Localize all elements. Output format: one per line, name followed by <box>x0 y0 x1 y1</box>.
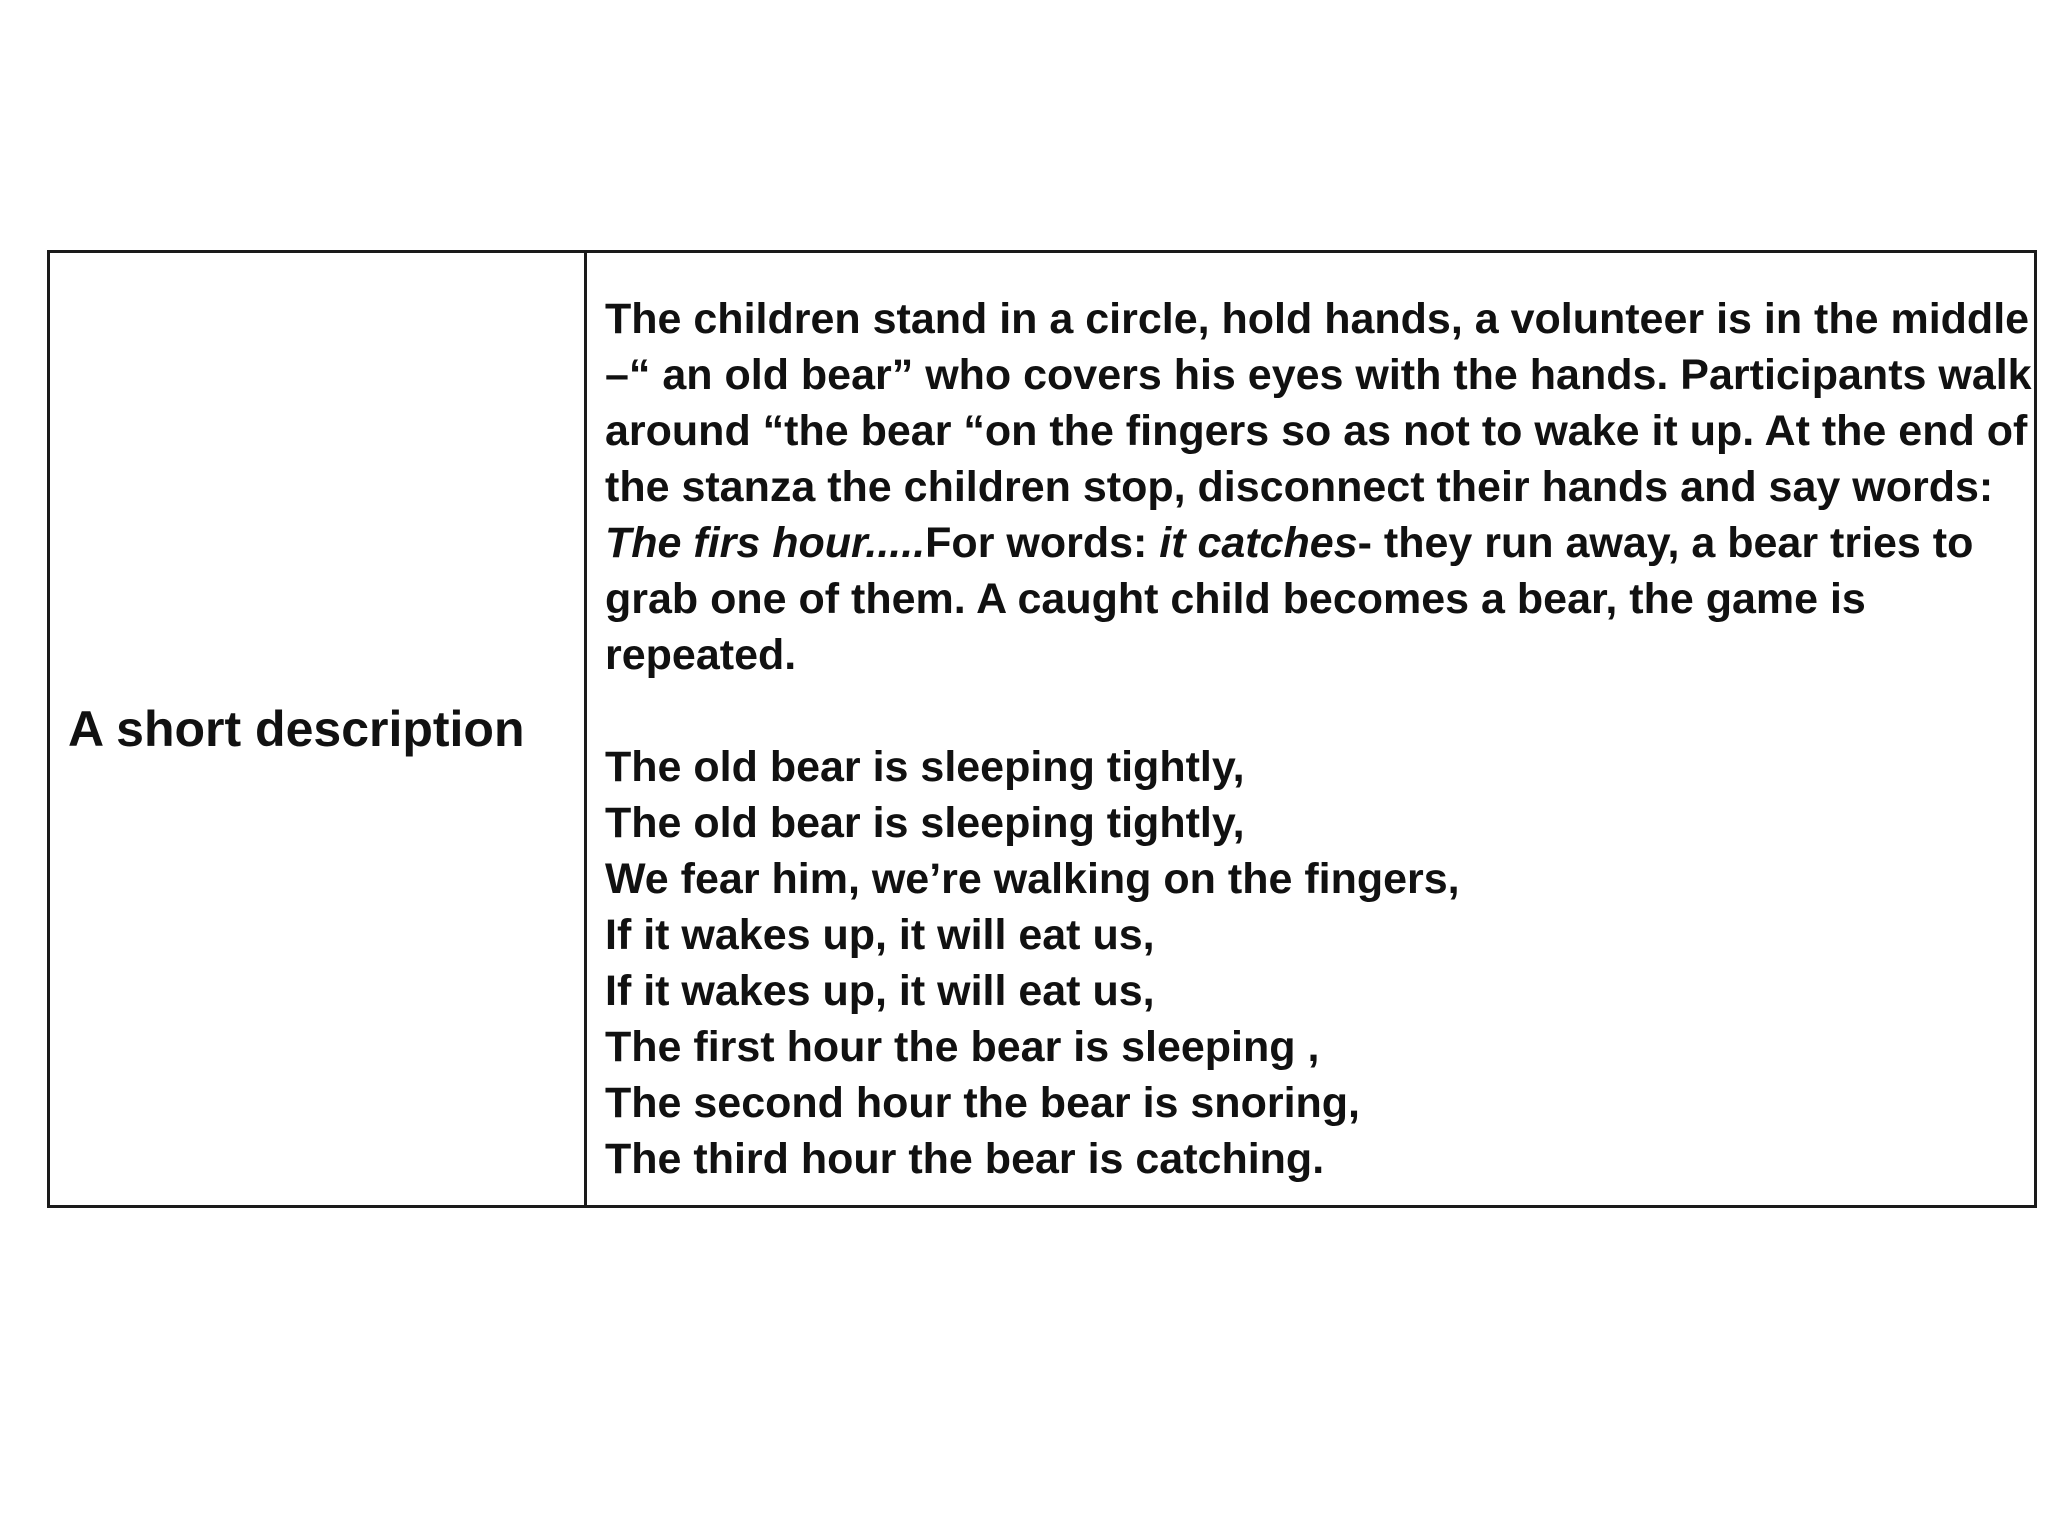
description-part-3: - they run away, a bear tries to grab one of them. A caught child becomes a bear, the game is repeated. <box>605 519 1974 679</box>
description-part-1: The children stand in a circle, hold hands, a volunteer is in the middle –“ an old bear” who covers his eyes with the hands. Participants walk around “the bear “on the fingers so as not to wake it up. At the end of the stanza the children stop, disconnect their hands and say words: <box>605 295 2032 511</box>
poem-line: We fear him, we’re walking on the fingers, <box>605 855 1460 903</box>
poem-line: The old bear is sleeping tightly, <box>605 743 1245 791</box>
description-italic-1: The firs hour..... <box>605 519 926 567</box>
content-cell <box>587 253 2034 1205</box>
poem <box>605 739 2034 1187</box>
game-description <box>605 291 2034 683</box>
row-label: A short description <box>68 701 525 757</box>
poem-line: The old bear is sleeping tightly, <box>605 799 1245 847</box>
paragraph-gap <box>605 683 2034 739</box>
poem-line: If it wakes up, it will eat us, <box>605 967 1155 1015</box>
poem-line: The first hour the bear is sleeping , <box>605 1023 1320 1071</box>
poem-line: If it wakes up, it will eat us, <box>605 911 1155 959</box>
description-table <box>47 250 2037 1208</box>
description-part-2: For words: <box>925 519 1160 567</box>
poem-line: The third hour the bear is catching. <box>605 1135 1325 1183</box>
poem-line: The second hour the bear is snoring, <box>605 1079 1360 1127</box>
label-cell <box>50 253 587 1205</box>
description-italic-2: it catches <box>1159 519 1358 567</box>
